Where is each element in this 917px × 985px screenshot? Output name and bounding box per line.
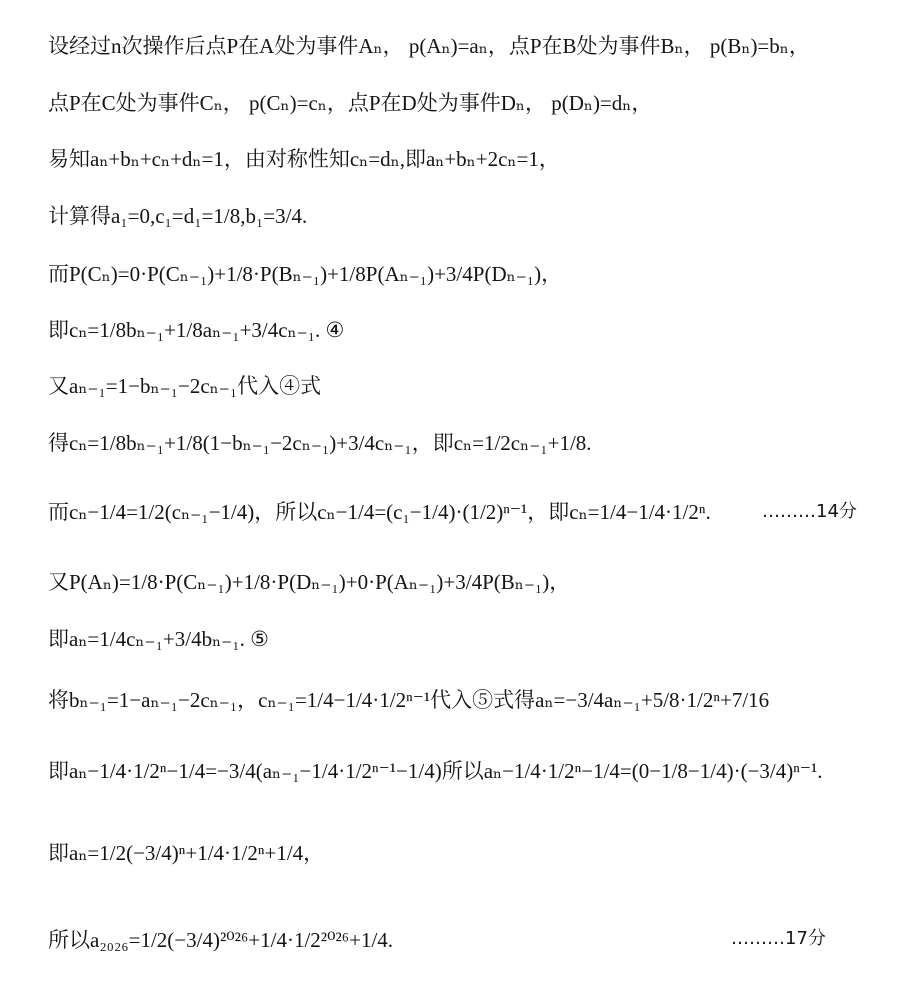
- solution-line: 易知aₙ+bₙ+cₙ+dₙ=1，由对称性知cₙ=dₙ,即aₙ+bₙ+2cₙ=1，: [48, 147, 560, 171]
- solution-line: 得cₙ=1/8bₙ₋₁+1/8(1−bₙ₋₁−2cₙ₋₁)+3/4cₙ₋₁，即cₙ=1/2cₙ₋₁+1/8.: [48, 431, 592, 455]
- score-marker-14: ………14分: [762, 501, 857, 522]
- solution-line: 即aₙ=1/2(−3/4)ⁿ+1/4·1/2ⁿ+1/4，: [48, 841, 325, 865]
- solution-line: 将bₙ₋₁=1−aₙ₋₁−2cₙ₋₁，cₙ₋₁=1/4−1/4·1/2ⁿ⁻¹代入⑤式得aₙ=−3/4aₙ₋₁+5/8·1/2ⁿ+7/16: [48, 688, 770, 712]
- solution-line: 计算得a₁=0,c₁=d₁=1/8,b₁=3/4.: [48, 204, 308, 228]
- solution-line: 即cₙ=1/8bₙ₋₁+1/8aₙ₋₁+3/4cₙ₋₁. ④: [48, 318, 345, 342]
- solution-line: 而cₙ−1/4=1/2(cₙ₋₁−1/4)，所以cₙ−1/4=(c₁−1/4)·(1/2)ⁿ⁻¹，即cₙ=1/4−1/4·1/2ⁿ.: [48, 500, 711, 524]
- score-marker-17: ………17分: [731, 928, 826, 949]
- solution-line: 点P在C处为事件Cₙ， p(Cₙ)=cₙ，点P在D处为事件Dₙ， p(Dₙ)=dₙ，: [48, 91, 653, 115]
- solution-line: 即aₙ=1/4cₙ₋₁+3/4bₙ₋₁. ⑤: [48, 627, 269, 651]
- solution-line: 所以a₂₀₂₆=1/2(−3/4)²⁰²⁶+1/4·1/2²⁰²⁶+1/4.: [48, 928, 394, 952]
- solution-line: 又aₙ₋₁=1−bₙ₋₁−2cₙ₋₁代入④式: [48, 374, 322, 398]
- solution-line: 设经过n次操作后点P在A处为事件Aₙ， p(Aₙ)=aₙ，点P在B处为事件Bₙ， p(Bₙ)=bₙ，: [48, 34, 810, 58]
- solution-line: 即aₙ−1/4·1/2ⁿ−1/4=−3/4(aₙ₋₁−1/4·1/2ⁿ⁻¹−1/4)所以aₙ−1/4·1/2ⁿ−1/4=(0−1/8−1/4)·(−3/4)ⁿ⁻¹.: [48, 759, 823, 783]
- solution-line: 而P(Cₙ)=0·P(Cₙ₋₁)+1/8·P(Bₙ₋₁)+1/8P(Aₙ₋₁)+3/4P(Dₙ₋₁)，: [48, 262, 563, 286]
- solution-line: 又P(Aₙ)=1/8·P(Cₙ₋₁)+1/8·P(Dₙ₋₁)+0·P(Aₙ₋₁)+3/4P(Bₙ₋₁)，: [48, 570, 571, 594]
